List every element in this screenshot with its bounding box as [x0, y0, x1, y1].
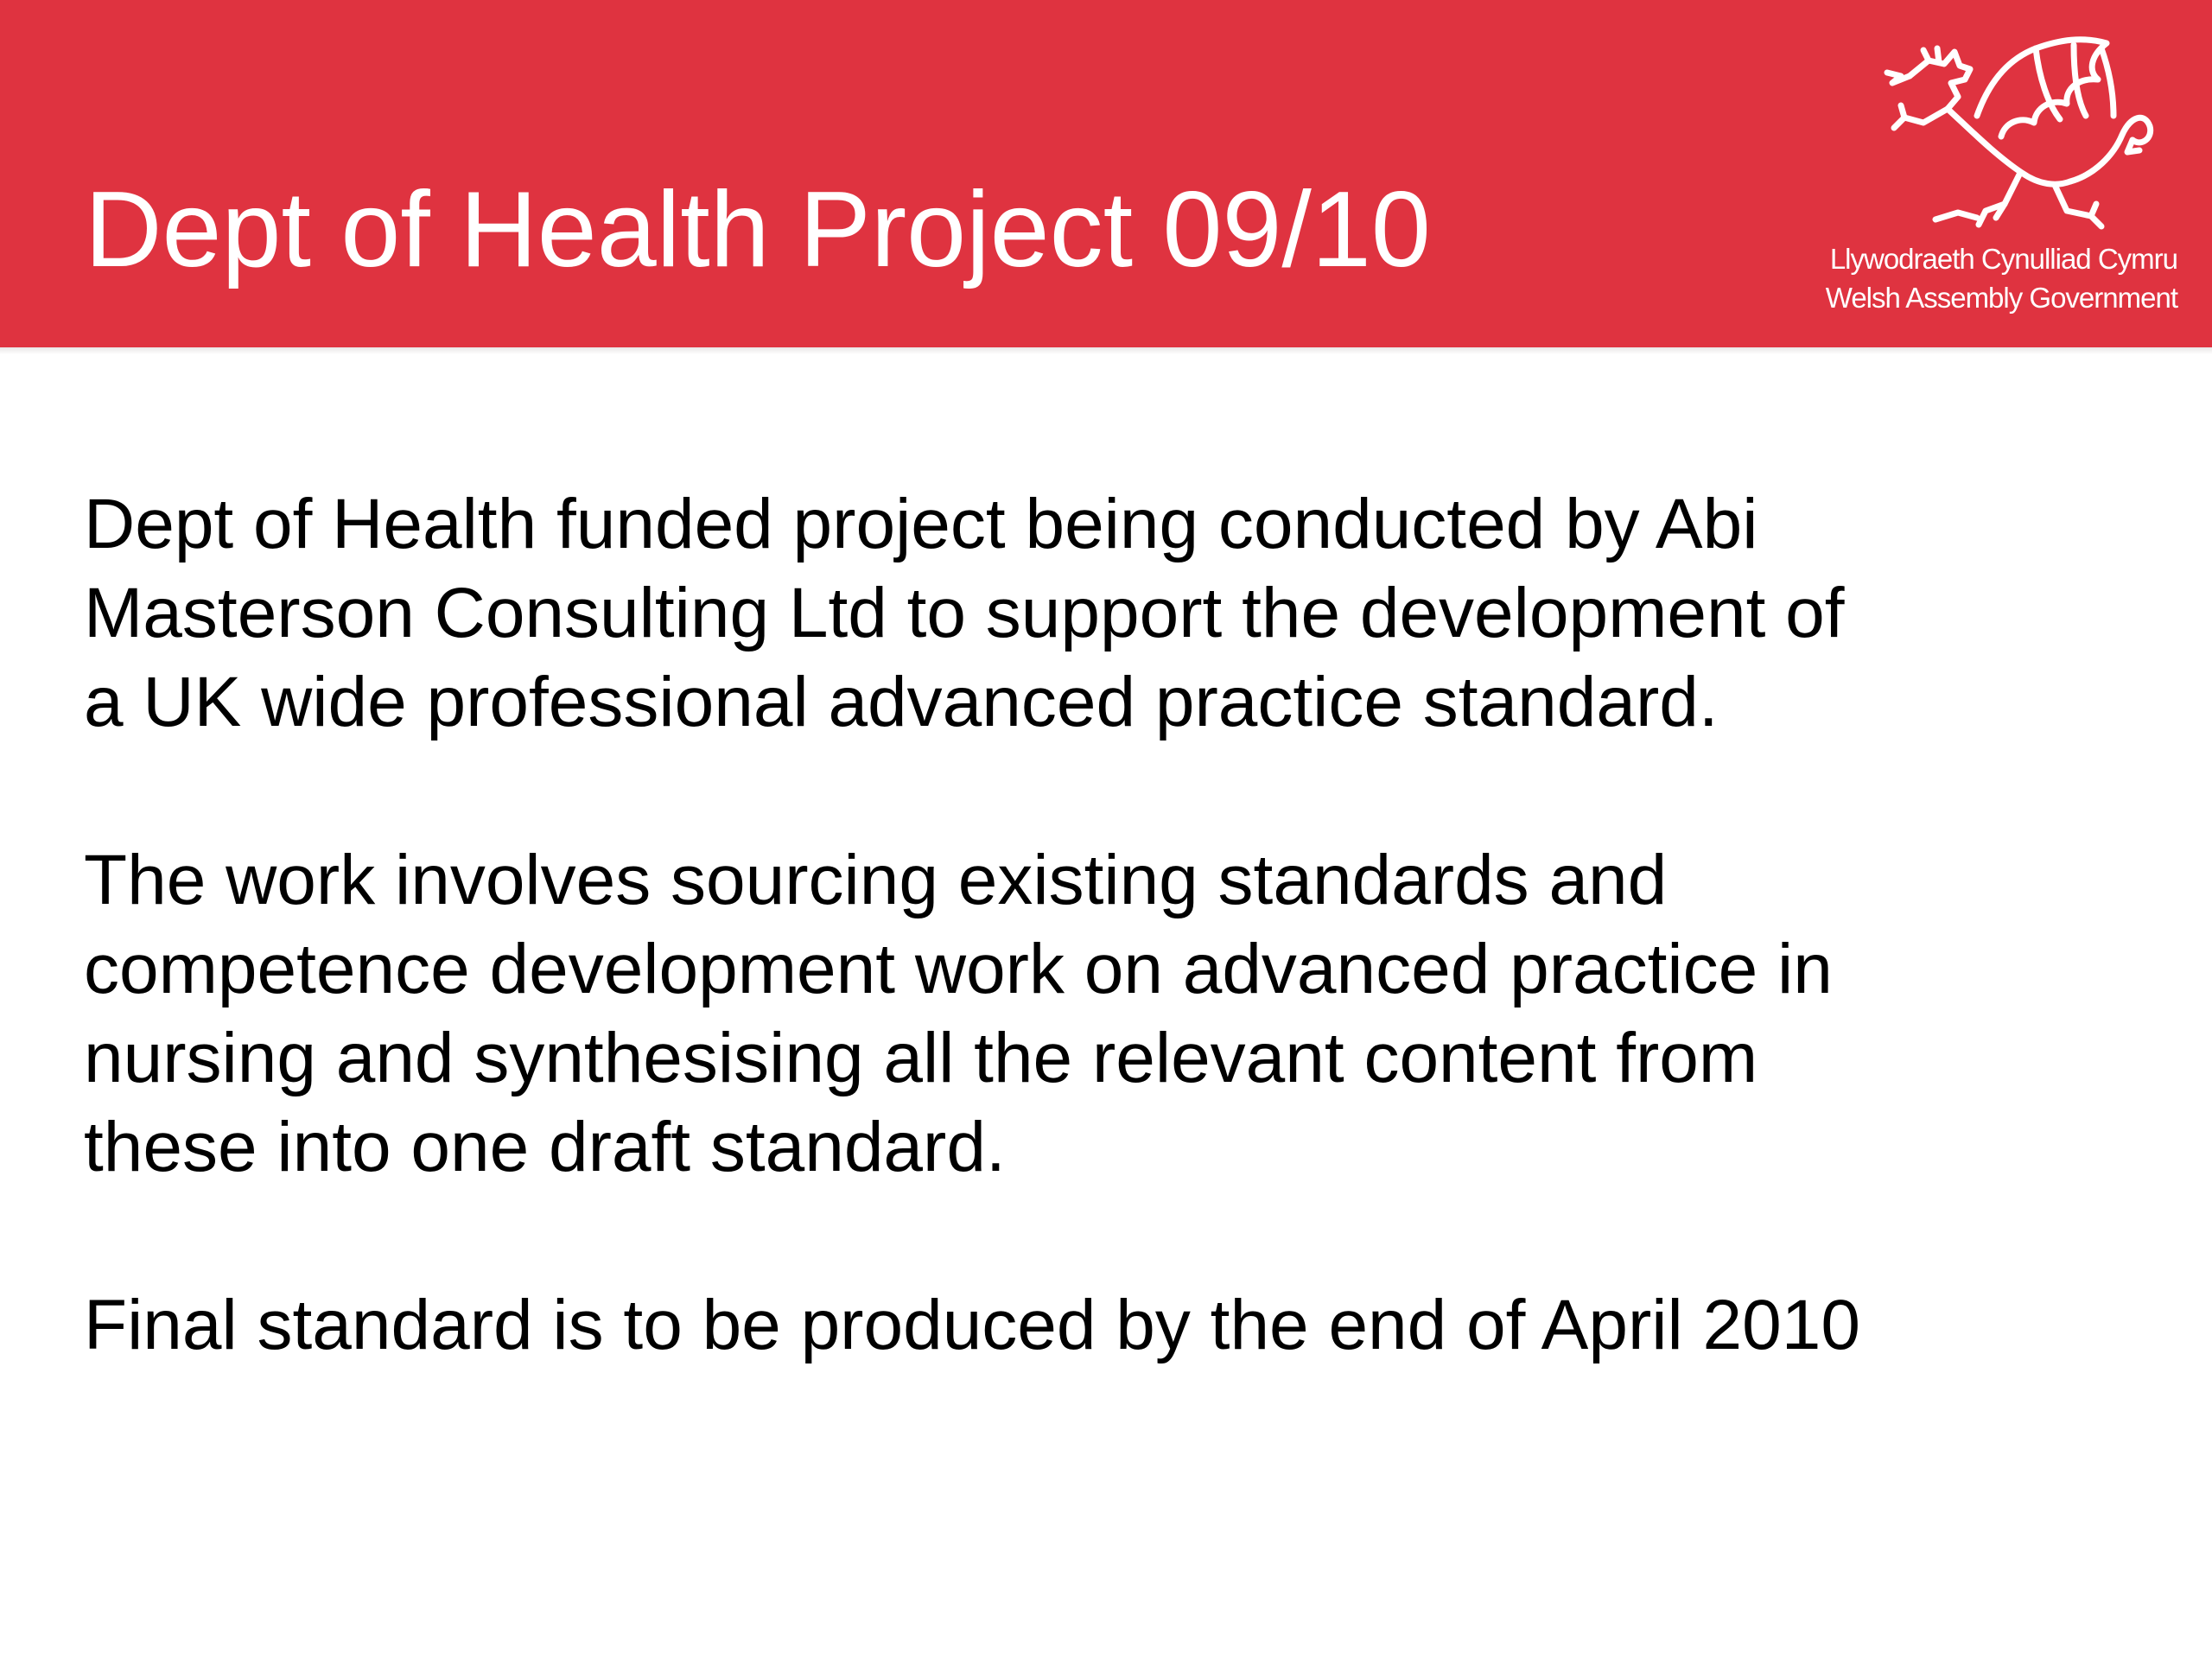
- slide-body: [84, 480, 2071, 1459]
- body-paragraph-funding: Dept of Health funded project being conducted by Abi Masterson Consulting Ltd to support the development of a UK wide professional advanced practice standard.: [84, 485, 1845, 741]
- welsh-assembly-government-logo: [1771, 26, 2177, 324]
- logo-text-welsh: Llywodraeth Cynulliad Cymru: [1829, 243, 2177, 275]
- logo-text-english: Welsh Assembly Government: [1825, 282, 2177, 314]
- welsh-dragon-icon: [1875, 26, 2160, 242]
- body-paragraph-deadline: Final standard is to be produced by the end of April 2010: [84, 1286, 1860, 1364]
- header-shadow: [0, 347, 2212, 354]
- body-paragraph-work: The work involves sourcing existing standards and competence development work on advanced practice in nursing and synthesising all the relevant content from these into one draft standard.: [84, 841, 1833, 1186]
- slide-title: Dept of Health Project 09/10: [85, 170, 1431, 289]
